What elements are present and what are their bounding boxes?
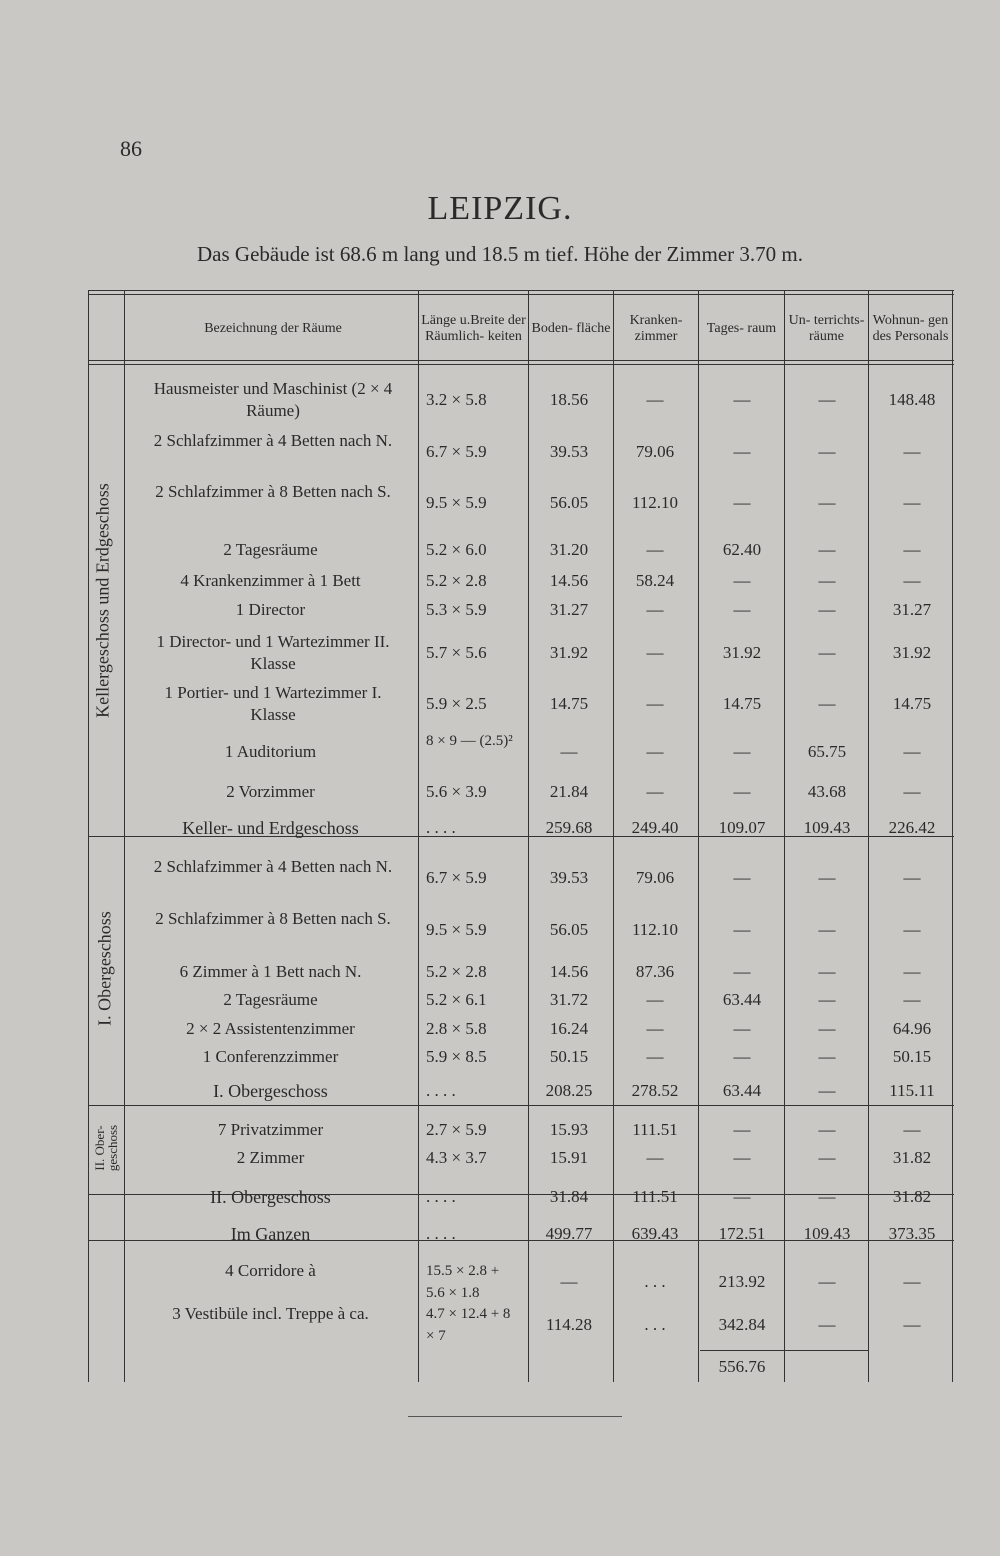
cell-unterricht: — [818,694,836,713]
cell-boden: 18.56 [549,390,589,409]
cell-tages: 31.92 [722,643,762,662]
cell-wohnung: — [903,571,921,590]
cell-tages: 62.40 [722,540,762,559]
cell-name: 1 Conferenzzimmer [202,1047,339,1066]
cell-unterricht: — [818,990,836,1009]
cell-kranken: — [646,1047,664,1066]
cell-wohnung: — [903,1272,921,1291]
cell-dim: 8 × 9 — (2.5)² [426,733,513,749]
cell-tages: 63.44 [722,1081,762,1100]
cell-kranken: . . . [644,1315,666,1334]
cell-name: I. Obergeschoss [213,1081,328,1101]
cell-dim: 5.2 × 6.1 [426,990,487,1009]
cell-tages: — [733,571,751,590]
cell-name: 2 Schlafzimmer à 8 Betten nach S. [155,482,391,501]
cell-tages: — [733,920,751,939]
cell-name: 2 Schlafzimmer à 4 Betten nach N. [153,431,393,450]
cell-tages: 342.84 [718,1315,766,1334]
cell-kranken: 278.52 [631,1081,679,1100]
cell-wohnung: — [903,920,921,939]
cell-name: 2 Schlafzimmer à 4 Betten nach N. [153,857,393,876]
cell-tages: 109.07 [718,818,766,837]
cell-unterricht: 43.68 [807,782,847,801]
cell-dim: 5.7 × 5.6 [426,643,487,662]
cell-wohnung: — [903,742,921,761]
cell-wohnung: 31.82 [892,1187,932,1206]
cell-tages: — [733,868,751,887]
cell-dim: 15.5 × 2.8 + 5.6 × 1.8 [426,1263,500,1301]
cell-unterricht: — [818,493,836,512]
cell-tages: — [733,1148,751,1167]
cell-kranken: — [646,600,664,619]
rule [88,290,954,291]
cell-boden: 56.05 [549,493,589,512]
cell-wohnung: 31.27 [892,600,932,619]
cell-dim: . . . . [426,818,456,837]
page-title: LEIPZIG. [427,190,573,227]
vrule [88,290,89,1382]
cell-kranken: 112.10 [631,920,679,939]
cell-unterricht: — [818,920,836,939]
cell-dim: 6.7 × 5.9 [426,868,487,887]
cell-kranken: — [646,990,664,1009]
cell-boden: 31.27 [549,600,589,619]
header-boden: Boden- fläche [531,321,611,336]
cell-kranken: — [646,782,664,801]
cell-name: Hausmeister und Maschinist (2 × 4 Räume) [153,379,393,420]
header-name: Bezeichnung der Räume [204,321,342,336]
cell-name: 1 Director- und 1 Wartezimmer II. Klasse [156,632,390,673]
rule [88,294,954,295]
cell-kranken: 639.43 [631,1224,679,1243]
section-label-og1: I. Obergeschoss [94,911,115,1026]
cell-kranken: — [646,540,664,559]
section-label-keller: Kellergeschoss und Erdgeschoss [92,483,113,718]
cell-boden: 16.24 [549,1019,589,1038]
cell-unterricht: 109.43 [803,818,851,837]
cell-kranken: 79.06 [635,442,675,461]
cell-dim: 9.5 × 5.9 [426,920,487,939]
vrule [698,290,699,1382]
cell-boden: 15.93 [549,1120,589,1139]
cell-unterricht: — [818,1047,836,1066]
cell-boden: 259.68 [545,818,593,837]
cell-dim: 2.8 × 5.8 [426,1019,487,1038]
cell-boden: 39.53 [549,868,589,887]
page-subtitle: Das Gebäude ist 68.6 m lang und 18.5 m tief. Höhe der Zimmer 3.70 m. [197,242,803,266]
cell-unterricht: — [818,1187,836,1206]
cell-tages: — [733,1019,751,1038]
cell-dim: 6.7 × 5.9 [426,442,487,461]
cell-dim: . . . . [426,1224,456,1243]
cell-wohnung: — [903,493,921,512]
cell-wohnung: — [903,868,921,887]
cell-name: 4 Krankenzimmer à 1 Bett [180,571,361,590]
cell-unterricht: — [818,1081,836,1100]
cell-wohnung: 148.48 [888,390,936,409]
cell-wohnung: 373.35 [888,1224,936,1243]
cell-boden: 14.56 [549,571,589,590]
cell-wohnung: 64.96 [892,1019,932,1038]
cell-boden: 499.77 [545,1224,593,1243]
cell-tages: — [733,1047,751,1066]
cell-kranken: . . . [644,1272,666,1291]
header-unterricht: Un- terrichts- räume [788,313,865,344]
cell-boden: 14.75 [549,694,589,713]
cell-boden: — [560,1272,578,1291]
header-dimensions: Länge u.Breite der Räumlich- keiten [421,313,526,344]
cell-tages: — [733,600,751,619]
cell-dim: . . . . [426,1081,456,1100]
cell-name: 1 Portier- und 1 Wartezimmer I. Klasse [164,683,382,724]
cell-tages: 213.92 [718,1272,766,1291]
cell-dim: 5.2 × 2.8 [426,962,487,981]
vrule [784,290,785,1382]
cell-boden: 31.84 [549,1187,589,1206]
cell-name: Keller- und Erdgeschoss [182,818,359,838]
cell-kranken: — [646,694,664,713]
cell-wohnung: — [903,782,921,801]
cell-unterricht: — [818,643,836,662]
cell-dim: 5.2 × 2.8 [426,571,487,590]
cell-wohnung: — [903,1120,921,1139]
section-label-og2: II. Ober- geschoss [92,1124,120,1172]
header-kranken: Kranken- zimmer [629,313,683,344]
cell-name: 2 Schlafzimmer à 8 Betten nach S. [155,909,391,928]
vrule [124,290,125,1382]
cell-tages: 14.75 [722,694,762,713]
cell-kranken: — [646,390,664,409]
cell-unterricht: 109.43 [803,1224,851,1243]
cell-dim: 2.7 × 5.9 [426,1120,487,1139]
cell-boden: 50.15 [549,1047,589,1066]
cell-unterricht: — [818,1019,836,1038]
cell-tages: — [733,390,751,409]
cell-dim: 4.7 × 12.4 + 8 × 7 [426,1306,511,1344]
final-sum: 556.76 [718,1357,766,1376]
cell-unterricht: — [818,1120,836,1139]
cell-name: Im Ganzen [230,1224,311,1244]
cell-kranken: 87.36 [635,962,675,981]
cell-wohnung: — [903,1315,921,1334]
cell-dim: 9.5 × 5.9 [426,493,487,512]
header-wohnung: Wohnun- gen des Personals [872,313,949,344]
bottom-rule [408,1416,622,1417]
cell-boden: 31.20 [549,540,589,559]
cell-boden: 56.05 [549,920,589,939]
cell-unterricht: 65.75 [807,742,847,761]
cell-dim: 3.2 × 5.8 [426,390,487,409]
cell-dim: 5.3 × 5.9 [426,600,487,619]
rule [700,1350,868,1351]
cell-unterricht: — [818,1272,836,1291]
cell-kranken: — [646,1019,664,1038]
cell-dim: 5.9 × 8.5 [426,1047,487,1066]
cell-wohnung: — [903,962,921,981]
cell-kranken: — [646,742,664,761]
cell-tages: — [733,493,751,512]
cell-wohnung: — [903,442,921,461]
cell-name: 3 Vestibüle incl. Treppe à ca. [172,1304,369,1323]
cell-dim: 4.3 × 3.7 [426,1148,487,1167]
cell-name: II. Obergeschoss [210,1187,331,1207]
cell-boden: 14.56 [549,962,589,981]
rule [88,364,954,365]
cell-tages: — [733,1187,751,1206]
cell-wohnung: — [903,540,921,559]
cell-unterricht: — [818,390,836,409]
rule [88,1105,954,1106]
cell-boden: 31.72 [549,990,589,1009]
cell-kranken: — [646,1148,664,1167]
cell-unterricht: — [818,600,836,619]
cell-name: 2 × 2 Assistentenzimmer [186,1019,355,1038]
cell-wohnung: 31.92 [892,643,932,662]
cell-unterricht: — [818,1148,836,1167]
cell-kranken: 58.24 [635,571,675,590]
cell-tages: — [733,782,751,801]
cell-boden: 39.53 [549,442,589,461]
cell-wohnung: 14.75 [892,694,932,713]
cell-wohnung: 226.42 [888,818,936,837]
cell-dim: 5.6 × 3.9 [426,782,487,801]
cell-kranken: — [646,643,664,662]
cell-kranken: 111.51 [632,1120,678,1139]
cell-kranken: 79.06 [635,868,675,887]
cell-unterricht: — [818,868,836,887]
cell-name: 4 Corridore à [225,1261,316,1280]
header-tages: Tages- raum [706,321,777,336]
cell-name: 2 Tagesräume [223,990,318,1009]
cell-wohnung: 50.15 [892,1047,932,1066]
cell-kranken: 249.40 [631,818,679,837]
cell-name: 2 Zimmer [236,1148,305,1167]
room-table [88,290,954,1382]
cell-name: 2 Tagesräume [223,540,318,559]
cell-name: 7 Privatzimmer [217,1120,324,1139]
cell-unterricht: — [818,962,836,981]
cell-dim: 5.9 × 2.5 [426,694,487,713]
cell-dim: . . . . [426,1187,456,1206]
cell-boden: 21.84 [549,782,589,801]
cell-wohnung: 115.11 [889,1081,935,1100]
cell-boden: 31.92 [549,643,589,662]
cell-tages: — [733,442,751,461]
cell-unterricht: — [818,571,836,590]
cell-unterricht: — [818,1315,836,1334]
vrule [868,290,869,1382]
cell-kranken: 111.51 [632,1187,678,1206]
cell-name: 1 Auditorium [224,742,317,761]
cell-name: 1 Director [235,600,306,619]
page-number: 86 [120,136,142,161]
cell-tages: 63.44 [722,990,762,1009]
cell-unterricht: — [818,540,836,559]
cell-dim: 5.2 × 6.0 [426,540,487,559]
cell-wohnung: — [903,990,921,1009]
cell-tages: — [733,962,751,981]
cell-boden: 208.25 [545,1081,593,1100]
vrule [418,290,419,1382]
cell-tages: — [733,742,751,761]
cell-unterricht: — [818,442,836,461]
cell-name: 2 Vorzimmer [226,782,315,801]
cell-tages: — [733,1120,751,1139]
cell-boden: — [560,742,578,761]
cell-boden: 15.91 [549,1148,589,1167]
rule [88,360,954,361]
cell-boden: 114.28 [545,1315,593,1334]
cell-kranken: 112.10 [631,493,679,512]
cell-wohnung: 31.82 [892,1148,932,1167]
cell-tages: 172.51 [718,1224,766,1243]
cell-name: 6 Zimmer à 1 Bett nach N. [179,962,362,981]
